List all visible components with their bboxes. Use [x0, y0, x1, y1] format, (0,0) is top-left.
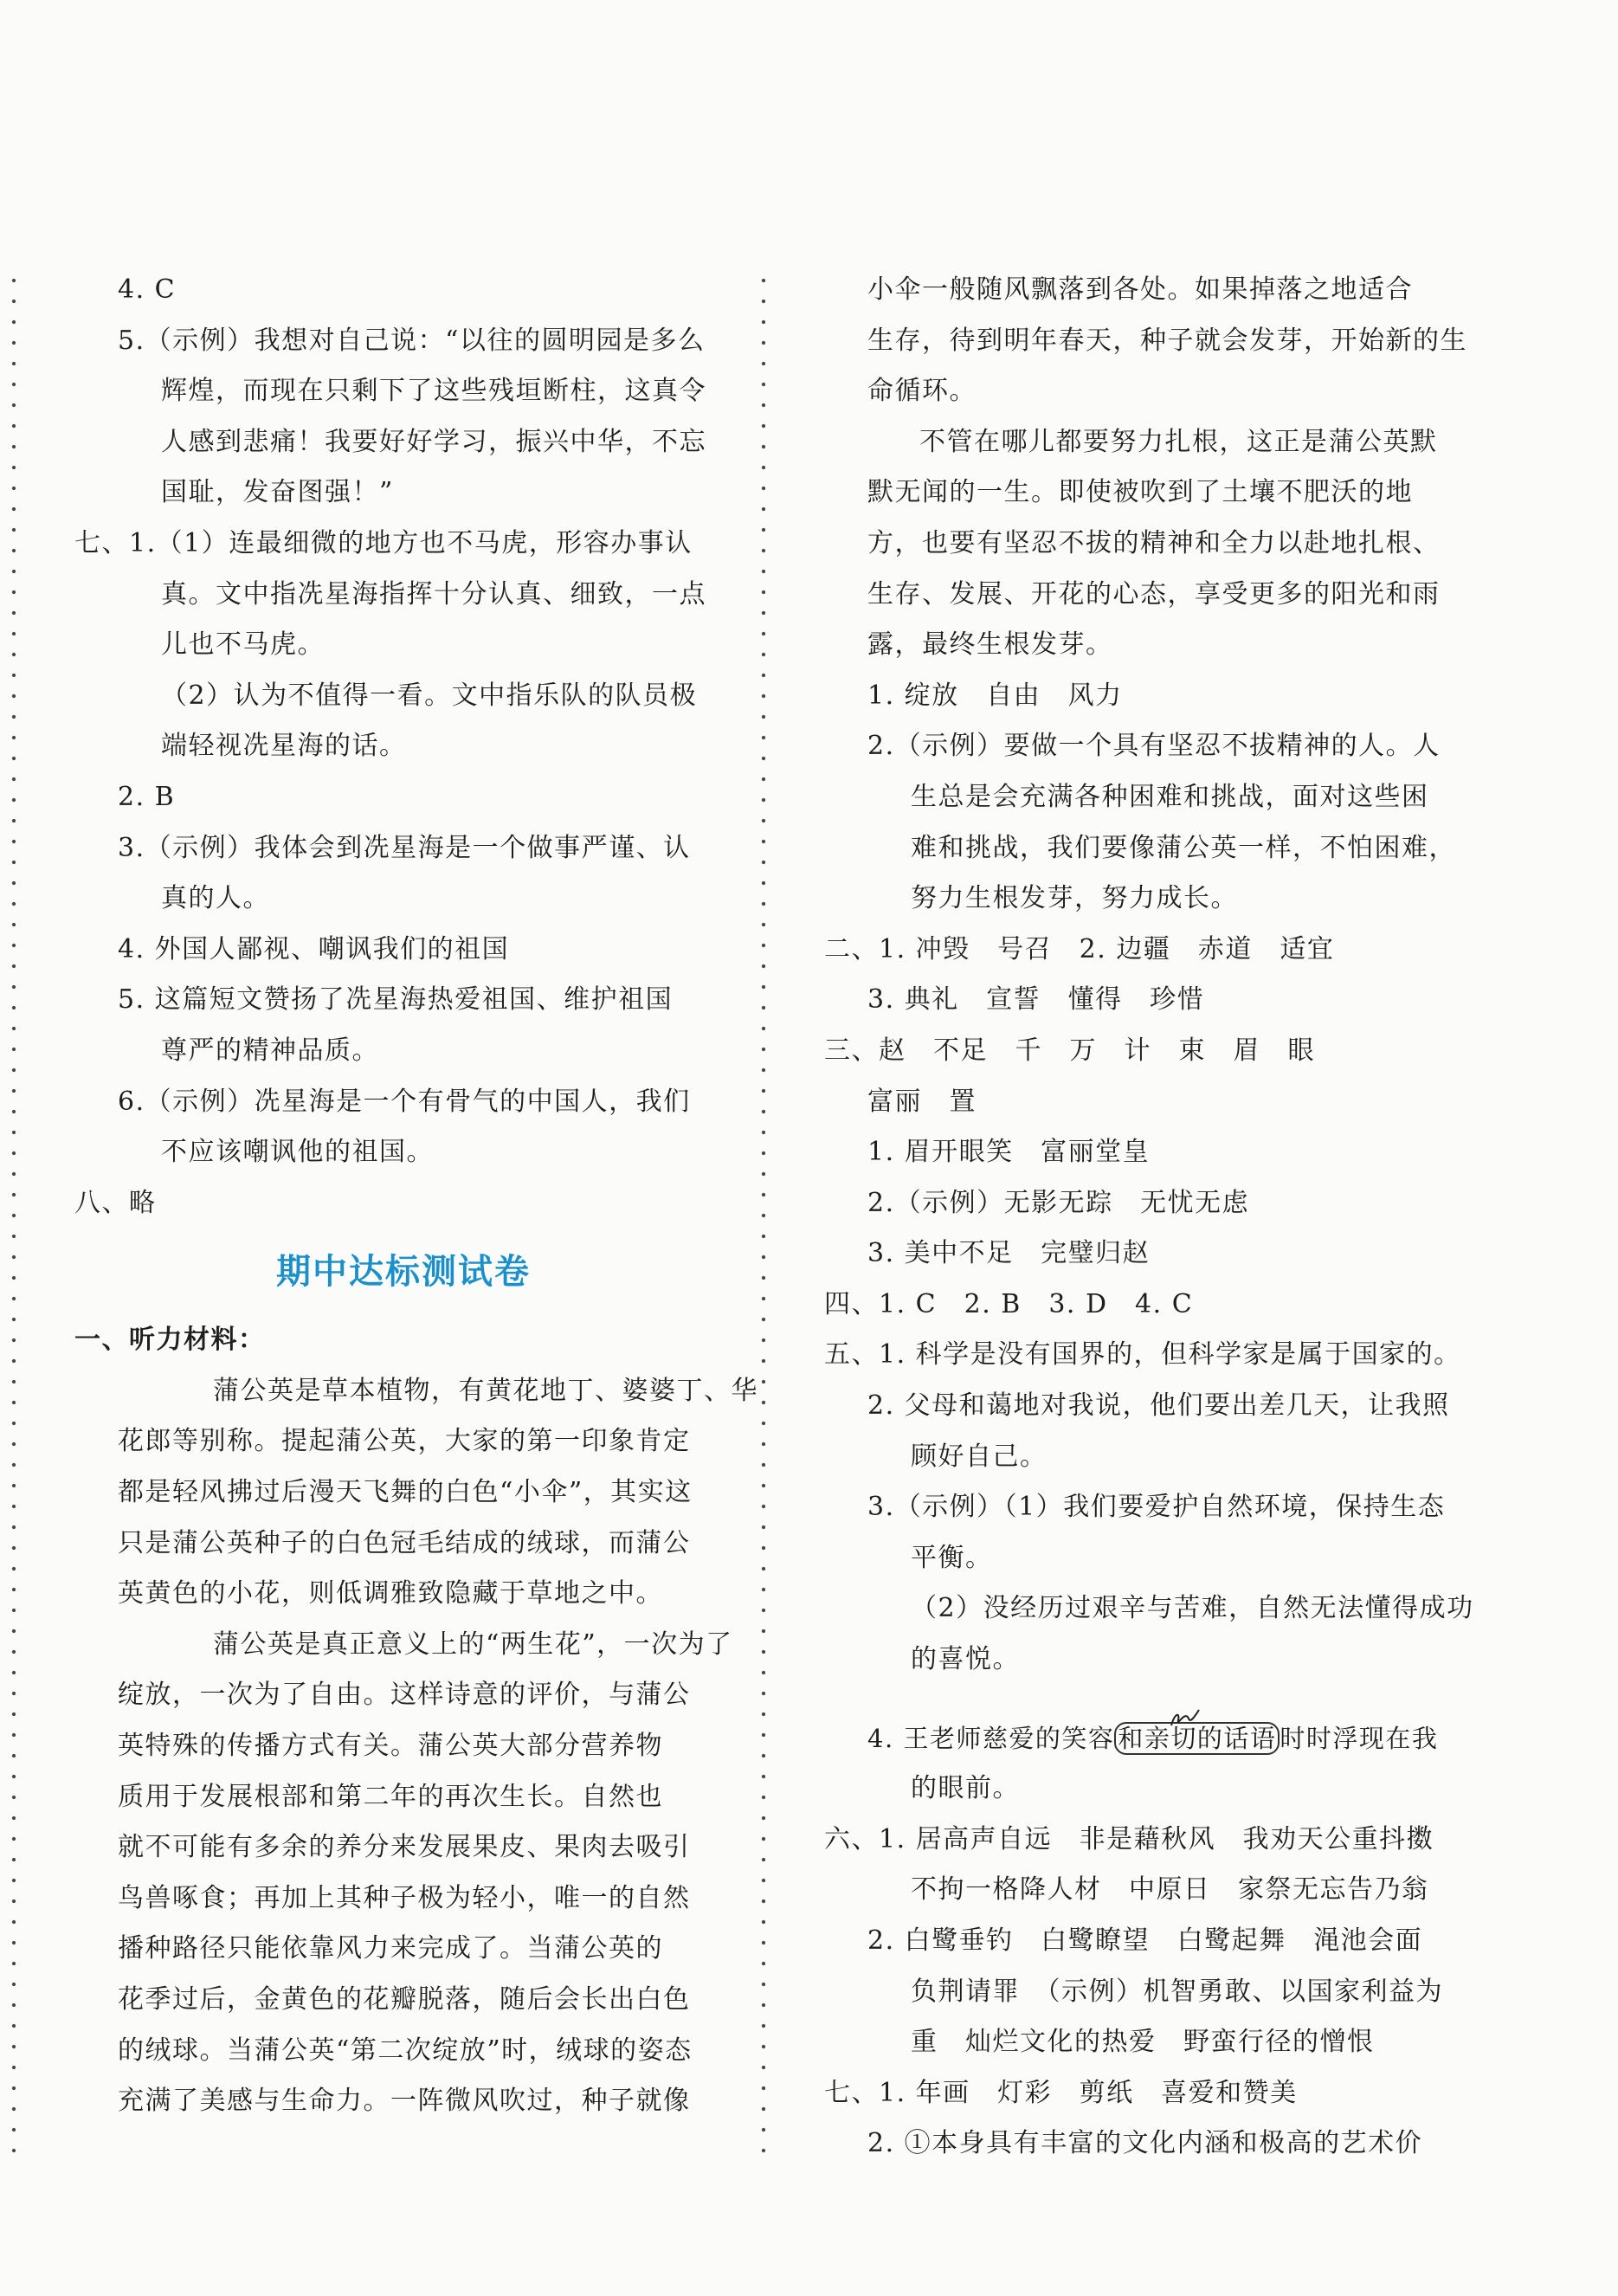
- passage-line: 方，也要有坚忍不拔的精神和全力以赴地扎根、: [867, 527, 1441, 558]
- answer-line: 生总是会充满各种困难和挑战，面对这些困: [911, 781, 1429, 812]
- answer-line: 端轻视冼星海的话。: [161, 731, 407, 762]
- passage-line: 花郎等别称。提起蒲公英，大家的第一印象肯定: [118, 1426, 691, 1457]
- answer-line: 尊严的精神品质。: [161, 1035, 379, 1066]
- answer-line: 努力生根发芽，努力成长。: [911, 883, 1238, 914]
- passage-line: 不管在哪儿都要努力扎根，这正是蒲公英默: [919, 426, 1438, 457]
- passage-line: 露，最终生根发芽。: [867, 629, 1113, 661]
- passage-line: 生存，待到明年春天，种子就会发芽，开始新的生: [867, 325, 1467, 356]
- passage-line: 蒲公英是草本植物，有黄花地丁、婆婆丁、华: [213, 1375, 758, 1406]
- answer-line: 2. 父母和蔼地对我说，他们要出差几天，让我照: [867, 1390, 1450, 1422]
- binding-dots-left: [11, 270, 16, 2157]
- answer-line: 三、赵 不足 千 万 计 束 眉 眼: [824, 1035, 1315, 1066]
- answer-line: 3. 典礼 宣誓 懂得 珍惜: [867, 984, 1205, 1016]
- answer-line: 不应该嘲讽他的祖国。: [161, 1137, 434, 1168]
- answer-line: 重 灿烂文化的热爱 野蛮行径的憎恨: [911, 2027, 1375, 2058]
- passage-line: 播种路径只能依靠风力来完成了。当蒲公英的: [118, 1933, 663, 1964]
- answer-line: 七、1. 年画 灯彩 剪纸 喜爱和赞美: [824, 2077, 1298, 2108]
- answer-line: （2）认为不值得一看。文中指乐队的队员极: [161, 680, 698, 711]
- answer-line: 平衡。: [911, 1542, 993, 1573]
- answer-line: 4. 外国人鄙视、嘲讽我们的祖国: [118, 933, 510, 964]
- answer-line: 1. 绽放 自由 风力: [867, 680, 1123, 711]
- answer-line: 2.（示例）无影无踪 无忧无虑: [867, 1187, 1250, 1218]
- section-title: 期中达标测试卷: [276, 1252, 531, 1293]
- passage-line: 就不可能有多余的养分来发展果皮、果肉去吸引: [118, 1832, 691, 1863]
- answer-line: 的眼前。: [911, 1773, 1020, 1804]
- left-column: [74, 265, 758, 2127]
- answer-line: （2）没经历过艰辛与苦难，自然无法懂得成功: [911, 1593, 1474, 1624]
- answer-line-item4: [824, 1713, 1469, 1764]
- passage-line: 默无闻的一生。即使被吹到了土壤不肥沃的地: [867, 477, 1413, 508]
- answer-line: 2.（示例）要做一个具有坚忍不拔精神的人。人: [867, 731, 1441, 762]
- passage-line: 命循环。: [867, 376, 977, 407]
- answer-line: 真的人。: [161, 883, 270, 914]
- answer-line: 不拘一格降人材 中原日 家祭无忘告乃翁: [911, 1874, 1429, 1906]
- spacer: [824, 1686, 1469, 1713]
- answer-line: 国耻，发奋图强！”: [161, 477, 394, 508]
- answer-line: 顾好自己。: [911, 1441, 1048, 1472]
- answer-line: 辉煌，而现在只剩下了这些残垣断柱，这真令: [161, 376, 706, 407]
- answer-line: 人感到悲痛！我要好好学习，振兴中华，不忘: [161, 426, 706, 457]
- passage-line: 绽放，一次为了自由。这样诗意的评价，与蒲公: [118, 1680, 691, 1711]
- passage-line: 的绒球。当蒲公英“第二次绽放”时，绒球的姿态: [118, 2035, 693, 2066]
- answer-line: 的喜悦。: [911, 1644, 1020, 1675]
- answer-line: 2. ①本身具有丰富的文化内涵和极高的艺术价: [867, 2128, 1423, 2159]
- passage-line: 只是蒲公英种子的白色冠毛结成的绒球，而蒲公: [118, 1527, 691, 1558]
- passage-line: 小伞一般随风飘落到各处。如果掉落之地适合: [867, 274, 1413, 305]
- answer-line: 八、略: [74, 1187, 157, 1218]
- item4-prefix: 4. 王老师慈爱的笑容: [867, 1723, 1115, 1753]
- answer-line: 儿也不马虎。: [161, 629, 325, 661]
- passage-line: 英黄色的小花，则低调雅致隐藏于草地之中。: [118, 1578, 663, 1609]
- answer-line: 六、1. 居高声自远 非是藉秋风 我劝天公重抖擞: [824, 1823, 1434, 1854]
- passage-line: 充满了美感与生命力。一阵微风吹过，种子就像: [118, 2086, 691, 2117]
- answer-line: 负荆请罪 （示例）机智勇敢、以国家利益为: [911, 1976, 1443, 2007]
- handwritten-mark-icon: [1168, 1706, 1202, 1729]
- answer-line: 五、1. 科学是没有国界的，但科学家是属于国家的。: [824, 1339, 1461, 1371]
- binding-dots-center: [761, 270, 766, 2157]
- answer-line: 6.（示例）冼星海是一个有骨气的中国人，我们: [118, 1086, 691, 1117]
- passage-line: 鸟兽啄食；再加上其种子极为轻小，唯一的自然: [118, 1882, 691, 1913]
- answer-line: 真。文中指冼星海指挥十分认真、细致，一点: [161, 578, 706, 609]
- answer-line: 5. 这篇短文赞扬了冼星海热爱祖国、维护祖国: [118, 984, 674, 1016]
- answer-line: 3.（示例）（1）我们要爱护自然环境，保持生态: [867, 1492, 1446, 1523]
- passage-line: 花季过后，金黄色的花瓣脱落，随后会长出白色: [118, 1984, 691, 2015]
- circled-phrase: [1114, 1722, 1280, 1755]
- circled-phrase-text: 和亲切的话语: [1118, 1723, 1277, 1753]
- answer-line: 1. 眉开眼笑 富丽堂皇: [867, 1137, 1151, 1168]
- answer-line: 四、1. C 2. B 3. D 4. C: [824, 1288, 1194, 1319]
- passage-line: 英特殊的传播方式有关。蒲公英大部分营养物: [118, 1731, 663, 1762]
- answer-line: 3.（示例）我体会到冼星海是一个做事严谨、认: [118, 832, 691, 863]
- passage-line: 质用于发展根部和第二年的再次生长。自然也: [118, 1781, 663, 1812]
- answer-line: 3. 美中不足 完璧归赵: [867, 1238, 1151, 1269]
- passage-line: 生存、发展、开花的心态，享受更多的阳光和雨: [867, 578, 1441, 609]
- listening-heading: 一、听力材料：: [74, 1325, 266, 1356]
- item4-suffix: 时时浮现在我: [1280, 1723, 1439, 1753]
- answer-line: 5.（示例）我想对自己说：“以往的圆明园是多么: [118, 325, 706, 356]
- right-column: [824, 265, 1474, 2170]
- answer-line: 难和挑战，我们要像蒲公英一样，不怕困难，: [911, 832, 1456, 863]
- answer-line: 2. B: [118, 781, 176, 812]
- answer-line: 七、1.（1）连最细微的地方也不马虎，形容办事认: [74, 527, 693, 558]
- answer-line: 二、1. 冲毁 号召 2. 边疆 赤道 适宜: [824, 933, 1335, 964]
- answer-line: 4. C: [118, 274, 177, 305]
- answer-line: 富丽 置: [867, 1086, 977, 1117]
- answer-line: 2. 白鹭垂钓 白鹭瞭望 白鹭起舞 渑池会面: [867, 1925, 1423, 1956]
- passage-line: 蒲公英是真正意义上的“两生花”，一次为了: [213, 1628, 733, 1660]
- passage-line: 都是轻风拂过后漫天飞舞的白色“小伞”，其实这: [118, 1477, 693, 1508]
